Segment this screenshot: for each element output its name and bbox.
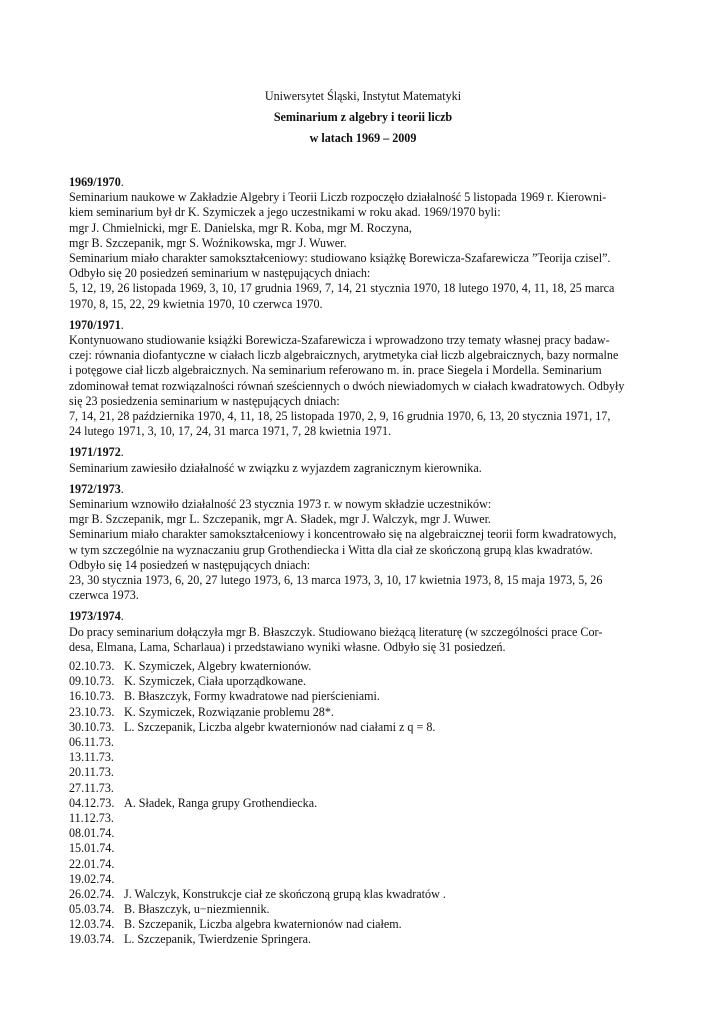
meeting-date: 16.10.73. bbox=[69, 689, 115, 704]
section-heading: 1969/1970. bbox=[69, 175, 124, 189]
section-1970 bbox=[69, 318, 657, 440]
section-year: 1969/1970 bbox=[69, 175, 121, 189]
paragraph-line: Seminarium miało charakter samokształceniowy i koncentrowało się na algebraicznej teorii form kwadratowych, bbox=[69, 527, 617, 542]
meeting-row bbox=[69, 796, 657, 811]
meeting-topic: B. Błaszczyk, Formy kwadratowe nad pierścieniami. bbox=[124, 689, 380, 704]
meeting-topic bbox=[124, 765, 657, 780]
paragraph-line: Kontynuowano studiowanie książki Borewicza-Szafarewicza i wprowadzono trzy tematy własnej pracy badaw- bbox=[69, 333, 610, 348]
meeting-topic: K. Szymiczek, Algebry kwaternionów. bbox=[124, 659, 312, 674]
section-heading: 1972/1973. bbox=[69, 481, 124, 496]
paragraph-line: 7, 14, 21, 28 października 1970, 4, 11, 18, 25 listopada 1970, 2, 9, 16 grudnia 1970, 6, 13, 20 stycznia 1971, 17, bbox=[69, 409, 611, 424]
paragraph-line: 1970, 8, 15, 22, 29 kwietnia 1970, 10 czerwca 1970. bbox=[69, 296, 323, 311]
meeting-date: 02.10.73. bbox=[69, 659, 115, 674]
meeting-row bbox=[69, 659, 657, 674]
paragraph-line: Do pracy seminarium dołączyła mgr B. Błaszczyk. Studiowano bieżącą literaturę (w szczególności prace Cor- bbox=[69, 624, 603, 639]
paragraph-line: 24 lutego 1971, 3, 10, 17, 24, 31 marca 1971, 7, 28 kwietnia 1971. bbox=[69, 424, 392, 439]
paragraph-line: się 23 posiedzenia seminarium w następujących dniach: bbox=[69, 393, 340, 408]
meeting-topic bbox=[124, 750, 657, 765]
paragraph-line: mgr B. Szczepanik, mgr L. Szczepanik, mgr A. Sładek, mgr J. Walczyk, mgr J. Wuwer. bbox=[69, 512, 491, 527]
meeting-topic: A. Sładek, Ranga grupy Grothendiecka. bbox=[124, 795, 318, 810]
meeting-date: 23.10.73. bbox=[69, 704, 115, 719]
meeting-row bbox=[69, 720, 657, 735]
meeting-date: 08.01.74. bbox=[69, 826, 115, 841]
meeting-date: 12.03.74. bbox=[69, 917, 115, 932]
meeting-date: 30.10.73. bbox=[69, 719, 115, 734]
section-heading: 1973/1974. bbox=[69, 609, 124, 624]
meeting-topic bbox=[124, 872, 657, 887]
paragraph-line: w tym szczególnie na wyznaczaniu grup Grothendiecka i Witta dla ciał ze skończoną grupą klas kwadratów. bbox=[69, 542, 593, 557]
paragraph-line: Seminarium miało charakter samokształceniowy: studiowano książkę Borewicza-Szafarewicza ”Teorija czisel”. bbox=[69, 251, 611, 266]
paragraph-line: desa, Elmana, Lama, Scharlaua) i przedstawiano wyniki własne. Odbyło się 31 posiedzeń. bbox=[69, 639, 506, 654]
meeting-row bbox=[69, 917, 657, 932]
paragraph-line: mgr B. Szczepanik, mgr S. Woźnikowska, mgr J. Wuwer. bbox=[69, 235, 347, 250]
section-1969 bbox=[69, 175, 657, 312]
meeting-date: 15.01.74. bbox=[69, 841, 115, 856]
section-year: 1973/1974 bbox=[69, 609, 121, 624]
section-1973 bbox=[69, 609, 657, 947]
document-header bbox=[69, 86, 657, 149]
meeting-topic bbox=[124, 826, 657, 841]
meeting-topic: B. Szczepanik, Liczba algebra kwaternionów nad ciałem. bbox=[124, 917, 402, 932]
document-page bbox=[69, 86, 657, 954]
meeting-topic bbox=[124, 781, 657, 796]
section-year: 1970/1971 bbox=[69, 317, 121, 332]
meeting-topic: K. Szymiczek, Ciała uporządkowane. bbox=[124, 674, 307, 689]
paragraph-line: czerwca 1973. bbox=[69, 588, 139, 603]
meeting-topic bbox=[124, 857, 657, 872]
section-year: 1971/1972 bbox=[69, 445, 121, 460]
meeting-row bbox=[69, 872, 657, 887]
paragraph-line: Odbyło się 20 posiedzeń seminarium w następujących dniach: bbox=[69, 266, 371, 281]
meeting-date: 20.11.73. bbox=[69, 765, 114, 780]
meeting-topic: L. Szczepanik, Liczba algebr kwaternionów nad ciałami z q = 8. bbox=[124, 719, 436, 734]
meeting-date: 19.03.74. bbox=[69, 932, 115, 947]
section-1971 bbox=[69, 445, 657, 475]
paragraph-line: kiem seminarium był dr K. Szymiczek a jego uczestnikami w roku akad. 1969/1970 byli: bbox=[69, 205, 501, 220]
meeting-topic bbox=[124, 811, 657, 826]
paragraph-line: i potęgowe ciał liczb algebraicznych. Na seminarium referowano m. in. prace Siegela i Mordella. Seminarium bbox=[69, 363, 602, 378]
paragraph-line: zdominował temat rozwiązalności równań sześciennych o dwóch niewiadomych w ciałach kwadratowych. Odbyły bbox=[69, 378, 625, 393]
meeting-date: 22.01.74. bbox=[69, 856, 115, 871]
institution-name: Uniwersytet Śląski, Instytut Matematyki bbox=[264, 89, 462, 103]
meeting-row bbox=[69, 735, 657, 750]
meeting-row bbox=[69, 902, 657, 917]
meeting-row bbox=[69, 811, 657, 826]
meeting-date: 05.03.74. bbox=[69, 902, 115, 917]
meetings-list bbox=[69, 659, 657, 948]
meeting-row bbox=[69, 765, 657, 780]
meeting-date: 06.11.73. bbox=[69, 735, 114, 750]
meeting-topic: J. Walczyk, Konstrukcje ciał ze skończoną grupą klas kwadratów . bbox=[124, 886, 446, 901]
meeting-topic bbox=[124, 841, 657, 856]
paragraph-line: Seminarium wznowiło działalność 23 stycznia 1973 r. w nowym składzie uczestników: bbox=[69, 497, 492, 512]
meeting-row bbox=[69, 750, 657, 765]
meeting-topic: L. Szczepanik, Twierdzenie Springera. bbox=[124, 932, 311, 947]
meeting-row bbox=[69, 674, 657, 689]
meeting-date: 11.12.73. bbox=[69, 810, 114, 825]
sections bbox=[69, 175, 657, 948]
paragraph-line: czej: równania diofantyczne w ciałach liczb algebraicznych, arytmetyka ciał liczb algebraicznych, bazy normalne bbox=[69, 348, 619, 363]
meeting-topic: K. Szymiczek, Rozwiązanie problemu 28*. bbox=[124, 704, 334, 719]
meeting-topic: B. Błaszczyk, u−niezmiennik. bbox=[124, 902, 270, 917]
seminar-title: Seminarium z algebry i teorii liczb bbox=[273, 110, 453, 124]
meeting-row bbox=[69, 781, 657, 796]
meeting-date: 09.10.73. bbox=[69, 674, 115, 689]
paragraph-line: Seminarium zawiesiło działalność w związku z wyjazdem zagranicznym kierownika. bbox=[69, 460, 482, 475]
meeting-date: 13.11.73. bbox=[69, 750, 114, 765]
paragraph-line: 23, 30 stycznia 1973, 6, 20, 27 lutego 1973, 6, 13 marca 1973, 3, 10, 17 kwietnia 1973, 8, 15 maja 1973, 5, 26 bbox=[69, 573, 603, 588]
meeting-topic bbox=[124, 735, 657, 750]
meeting-date: 19.02.74. bbox=[69, 871, 115, 886]
paragraph-line: Odbyło się 14 posiedzeń w następujących dniach: bbox=[69, 557, 311, 572]
meeting-date: 26.02.74. bbox=[69, 886, 115, 901]
meeting-row bbox=[69, 887, 657, 902]
paragraph-line: mgr J. Chmielnicki, mgr E. Danielska, mgr R. Koba, mgr M. Roczyna, bbox=[69, 220, 412, 235]
meeting-row bbox=[69, 826, 657, 841]
meeting-date: 27.11.73. bbox=[69, 780, 114, 795]
meeting-row bbox=[69, 841, 657, 856]
meeting-row bbox=[69, 689, 657, 704]
paragraph-line: 5, 12, 19, 26 listopada 1969, 3, 10, 17 grudnia 1969, 7, 14, 21 stycznia 1970, 18 lutego 1970, 4, 11, 18, 25 marca bbox=[69, 281, 615, 296]
section-heading: 1970/1971. bbox=[69, 317, 124, 332]
section-1972 bbox=[69, 482, 657, 604]
meeting-row bbox=[69, 932, 657, 947]
meeting-date: 04.12.73. bbox=[69, 795, 115, 810]
meeting-row bbox=[69, 705, 657, 720]
section-heading: 1971/1972. bbox=[69, 445, 124, 460]
paragraph-line: Seminarium naukowe w Zakładzie Algebry i Teorii Liczb rozpoczęło działalność 5 listopada 1969 r. Kierowni- bbox=[69, 190, 607, 205]
seminar-years: w latach 1969 – 2009 bbox=[309, 131, 417, 145]
section-year: 1972/1973 bbox=[69, 481, 121, 496]
meeting-row bbox=[69, 857, 657, 872]
